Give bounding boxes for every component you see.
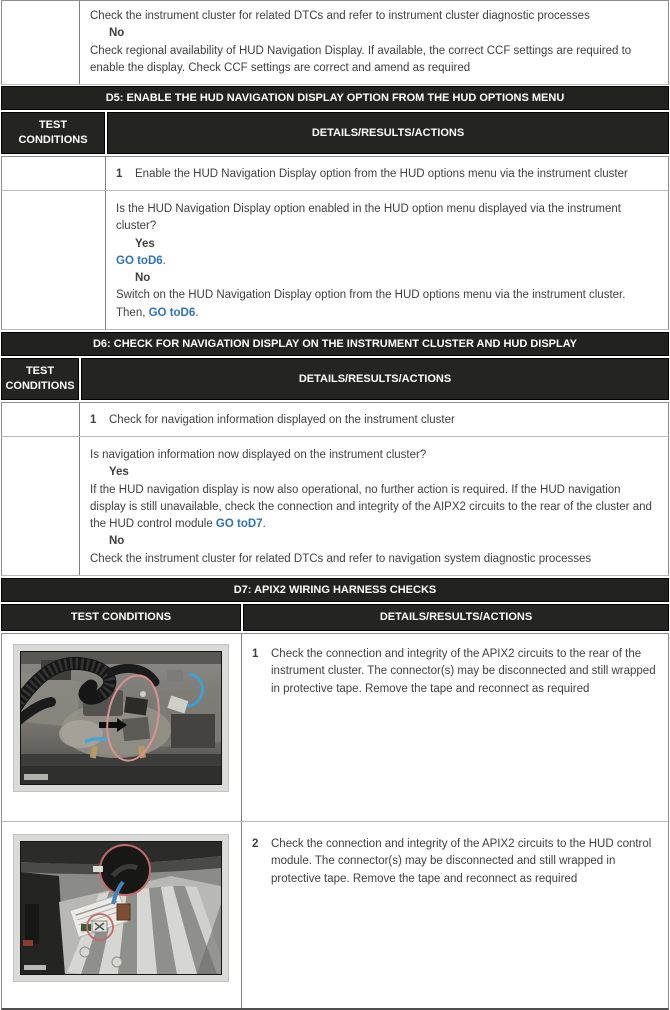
- photo-thumbnail-frame: [13, 644, 229, 792]
- test-conditions-cell: [2, 634, 242, 821]
- yes-option-label: Yes: [109, 466, 129, 479]
- details-results-actions-header: DETAILS/RESULTS/ACTIONS: [81, 358, 669, 400]
- instrument-cluster-harness-photo: [21, 652, 221, 784]
- d6-decision-row: [1, 437, 669, 576]
- details-results-actions-header: DETAILS/RESULTS/ACTIONS: [107, 112, 669, 154]
- step-number: 1: [116, 167, 123, 180]
- details-cell: [242, 634, 668, 821]
- test-conditions-header: TEST CONDITIONS: [1, 604, 241, 631]
- test-conditions-cell: [2, 157, 106, 190]
- no-action: [116, 287, 656, 322]
- no-option-label: No: [109, 535, 125, 548]
- d7-check-row-2: [1, 822, 669, 1010]
- step-text: Check the connection and integrity of the APIX2 circuits to the HUD control module. The connector(s) may be disconnected and still wrapped in protective tape. Remove the tape and reconnect as required: [271, 838, 652, 885]
- period: .: [262, 518, 266, 531]
- d5-decision-row: [1, 191, 669, 330]
- details-cell: [80, 1, 668, 84]
- test-conditions-cell: [2, 403, 80, 436]
- step-text: Enable the HUD Navigation Display option from the HUD options menu via the instrument cluster: [135, 167, 628, 180]
- go-to-d7-link[interactable]: GO toD7: [215, 518, 263, 531]
- d7-check-row-1: [1, 633, 669, 822]
- photo-thumbnail-frame: [13, 834, 229, 982]
- period: .: [162, 254, 166, 267]
- test-conditions-cell: [2, 191, 106, 329]
- decision-question: Is the HUD Navigation Display option enabled in the HUD option menu displayed via the instrument cluster?: [116, 203, 621, 233]
- no-action-text: Switch on the HUD Navigation Display option from the HUD options menu via the instrument cluster. Then,: [116, 289, 626, 319]
- d7-column-header-row: [1, 604, 669, 631]
- step-text: Check for navigation information displayed on the instrument cluster: [109, 413, 455, 426]
- details-cell: [80, 437, 668, 575]
- yes-action-text: If the HUD navigation display is now also operational, no further action is required. If the HUD navigation display is still unavailable, check the connection and integrity of the AIPX2 circuits to the rear of the cluster and the HUD control module: [90, 483, 652, 531]
- no-action-text: Check the instrument cluster for related DTCs and refer to navigation system diagnostic processes: [90, 552, 592, 565]
- test-conditions-cell: [2, 1, 80, 84]
- d6-column-header-row: [1, 358, 669, 400]
- result-text: Check the instrument cluster for related DTCs and refer to instrument cluster diagnostic processes: [90, 10, 590, 22]
- details-cell: [106, 157, 668, 190]
- section-title-d7: D7: APIX2 WIRING HARNESS CHECKS: [1, 578, 669, 602]
- test-conditions-cell: [2, 437, 80, 575]
- previous-test-result-row: [1, 0, 669, 85]
- details-cell: [242, 822, 668, 1008]
- hud-control-module-heatsink-photo: [21, 842, 221, 974]
- test-conditions-cell: [2, 822, 242, 1008]
- yes-option-label: Yes: [135, 237, 155, 250]
- step-number: 1: [90, 413, 97, 426]
- test-conditions-header: TEST CONDITIONS: [1, 358, 79, 400]
- details-results-actions-header: DETAILS/RESULTS/ACTIONS: [243, 604, 669, 631]
- step-number: 2: [252, 838, 259, 851]
- yes-action: [116, 253, 656, 270]
- details-cell: [106, 191, 668, 329]
- section-title-d6: D6: CHECK FOR NAVIGATION DISPLAY ON THE INSTRUMENT CLUSTER AND HUD DISPLAY: [1, 332, 669, 356]
- step-number: 1: [252, 648, 259, 661]
- d5-column-header-row: [1, 112, 669, 154]
- section-title-d5: D5: ENABLE THE HUD NAVIGATION DISPLAY OPTION FROM THE HUD OPTIONS MENU: [1, 86, 669, 110]
- d5-step-row: [1, 156, 669, 191]
- yes-action: [90, 482, 656, 534]
- step-text: Check the connection and integrity of the APIX2 circuits to the rear of the instrument cluster. The connector(s) may be disconnected and still wrapped in protective tape. Remove the tape and reconnect as required: [271, 648, 656, 695]
- go-to-d6-link[interactable]: GO toD6: [148, 306, 196, 319]
- photo-watermark: [24, 774, 48, 780]
- result-text: Check regional availability of HUD Navigation Display. If available, the correct CCF settings are required to enable the display. Check CCF settings are correct and amend as required: [90, 44, 632, 74]
- no-option-label: No: [135, 272, 151, 285]
- test-conditions-header: TEST CONDITIONS: [1, 112, 105, 154]
- diagnostic-procedure-page: [1, 0, 669, 1010]
- no-option-label: No: [109, 27, 125, 40]
- decision-question: Is navigation information now displayed on the instrument cluster?: [90, 449, 427, 462]
- go-to-d6-link[interactable]: GO toD6: [116, 254, 163, 267]
- photo-watermark: [24, 965, 46, 970]
- details-cell: [80, 403, 668, 436]
- d6-step-row: [1, 402, 669, 437]
- period: .: [195, 306, 199, 319]
